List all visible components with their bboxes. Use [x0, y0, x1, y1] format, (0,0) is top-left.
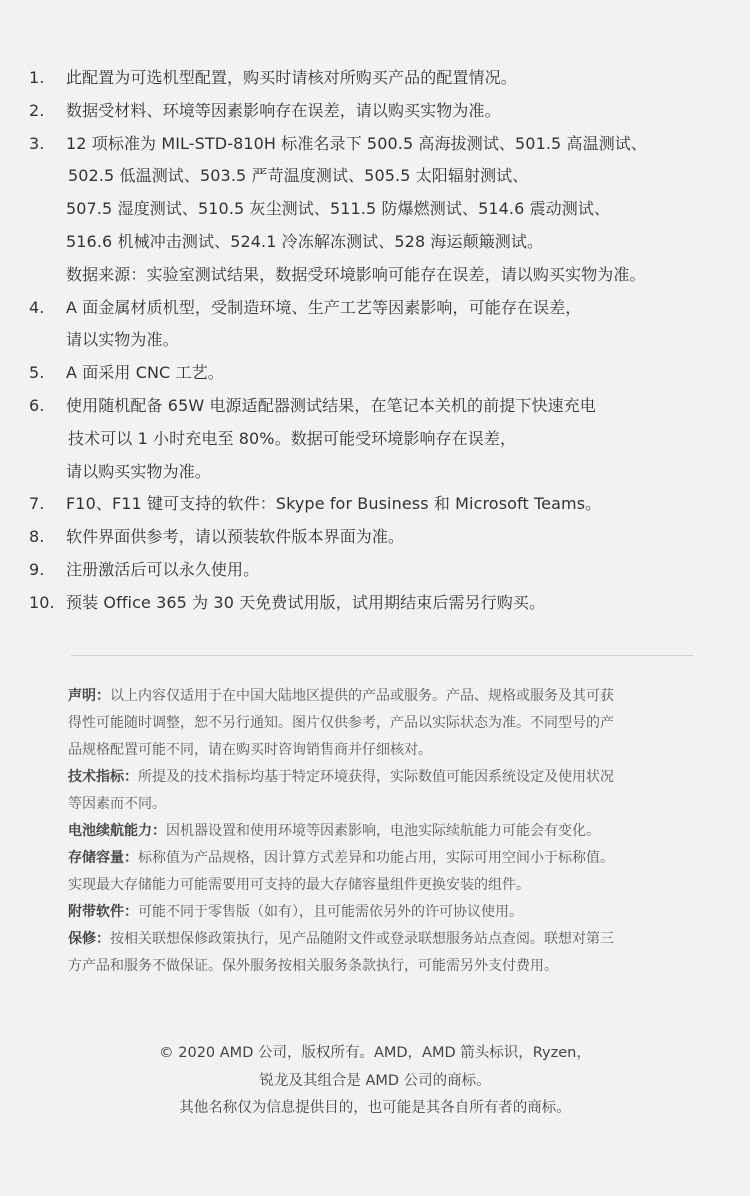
note-text: 请以实物为准。 [66, 330, 179, 350]
note-number: 5. [29, 363, 45, 383]
disclaimer-key: 技术指标： [68, 769, 138, 785]
note-text: A 面金属材质机型，受制造环境、生产工艺等因素影响，可能存在误差， [66, 297, 582, 317]
note-number: 1. [29, 68, 45, 87]
note-number: 3. [29, 133, 45, 153]
note-item [0, 62, 750, 95]
copyright-line: 锐龙及其组合是 AMD 公司的商标。 [259, 1072, 491, 1089]
disclaimer-line [68, 710, 708, 737]
disclaimer-key: 附带软件： [68, 904, 138, 920]
disclaimer-text: 所提及的技术指标均基于特定环境获得，实际数值可能因系统设定及使用状况 [138, 769, 614, 785]
note-item [0, 357, 750, 390]
disclaimer-text: 按相关联想保修政策执行，见产品随附文件或登录联想服务站点查阅。联想对第三 [110, 931, 614, 947]
disclaimer-key: 电池续航能力： [68, 823, 166, 839]
disclaimer-key: 保修： [68, 931, 110, 947]
disclaimer-text: 因机器设置和使用环境等因素影响，电池实际续航能力可能会有变化。 [166, 823, 600, 839]
note-item [0, 587, 750, 620]
copyright-line: © 2020 AMD 公司，版权所有。AMD，AMD 箭头标识，Ryzen， [159, 1045, 591, 1061]
note-number: 9. [29, 559, 45, 579]
disclaimer-line [68, 764, 708, 791]
copyright-block [0, 1040, 750, 1123]
note-text: 516.6 机械冲击测试、524.1 冷冻解冻测试、528 海运颠簸测试。 [66, 231, 544, 251]
disclaimer-line [68, 818, 708, 845]
disclaimer-key: 存储容量： [68, 850, 138, 866]
note-text: 数据来源：实验室测试结果，数据受环境影响可能存在误差，请以购买实物为准。 [66, 264, 646, 284]
note-item [0, 128, 750, 292]
note-number: 6. [29, 395, 45, 415]
note-number: 2. [29, 100, 45, 120]
note-text: 请以购买实物为准。 [66, 461, 211, 481]
disclaimer-text: 等因素而不同。 [68, 796, 166, 812]
note-item [0, 521, 750, 554]
disclaimer-line [68, 926, 708, 953]
disclaimer-line [68, 683, 708, 710]
note-text: A 面采用 CNC 工艺。 [66, 363, 224, 383]
disclaimer-text: 可能不同于零售版（如有），且可能需依另外的许可协议使用。 [138, 904, 523, 920]
note-text: 12 项标准为 MIL-STD-810H 标准名录下 500.5 高海拔测试、501.5 高温测试、 [66, 133, 648, 153]
note-item [0, 390, 750, 488]
note-item [0, 488, 750, 521]
note-text: 数据受材料、环境等因素影响存在误差，请以购买实物为准。 [66, 100, 501, 120]
note-number: 8. [29, 527, 45, 547]
note-text: 507.5 湿度测试、510.5 灰尘测试、511.5 防爆燃测试、514.6 震动测试、 [66, 199, 611, 219]
note-number: 7. [29, 494, 45, 514]
disclaimer-line [68, 899, 708, 926]
disclaimer-block [68, 683, 708, 980]
note-item [0, 554, 750, 587]
note-text: 使用随机配备 65W 电源适配器测试结果，在笔记本关机的前提下快速充电 [66, 395, 596, 415]
note-text: 软件界面供参考，请以预装软件版本界面为准。 [66, 527, 405, 547]
disclaimer-text: 实现最大存储能力可能需要用可支持的最大存储容量组件更换安装的组件。 [68, 877, 530, 893]
disclaimer-text: 标称值为产品规格，因计算方式差异和功能占用，实际可用空间小于标称值。 [138, 850, 614, 866]
note-item [0, 292, 750, 358]
disclaimer-line [68, 953, 708, 980]
disclaimer-line [68, 737, 708, 764]
disclaimer-text: 方产品和服务不做保证。保外服务按相关服务条款执行，可能需另外支付费用。 [68, 958, 558, 974]
disclaimer-line [68, 791, 708, 818]
disclaimer-text: 品规格配置可能不同，请在购买时咨询销售商并仔细核对。 [68, 742, 432, 758]
note-number: 10. [29, 592, 55, 612]
disclaimer-text: 得性可能随时调整，恕不另行通知。图片仅供参考，产品以实际状态为准。不同型号的产 [68, 715, 614, 731]
note-text: 预装 Office 365 为 30 天免费试用版，试用期结束后需另行购买。 [66, 592, 546, 612]
disclaimer-line [68, 845, 708, 872]
note-text: 技术可以 1 小时充电至 80%。数据可能受环境影响存在误差， [68, 428, 517, 448]
note-text: F10、F11 键可支持的软件：Skype for Business 和 Microsoft Teams。 [66, 494, 602, 514]
note-text: 此配置为可选机型配置，购买时请核对所购买产品的配置情况。 [66, 68, 517, 87]
note-item [0, 95, 750, 128]
section-divider [71, 655, 693, 656]
disclaimer-key: 声明： [68, 688, 110, 704]
note-text: 502.5 低温测试、503.5 严苛温度测试、505.5 太阳辐射测试、 [68, 166, 529, 186]
disclaimer-text: 以上内容仅适用于在中国大陆地区提供的产品或服务。产品、规格或服务及其可获 [110, 688, 614, 704]
disclaimer-line [68, 872, 708, 899]
notes-list [0, 62, 750, 620]
note-text: 注册激活后可以永久使用。 [66, 559, 260, 579]
note-number: 4. [29, 297, 45, 317]
copyright-line: 其他名称仅为信息提供目的，也可能是其各自所有者的商标。 [179, 1100, 571, 1116]
